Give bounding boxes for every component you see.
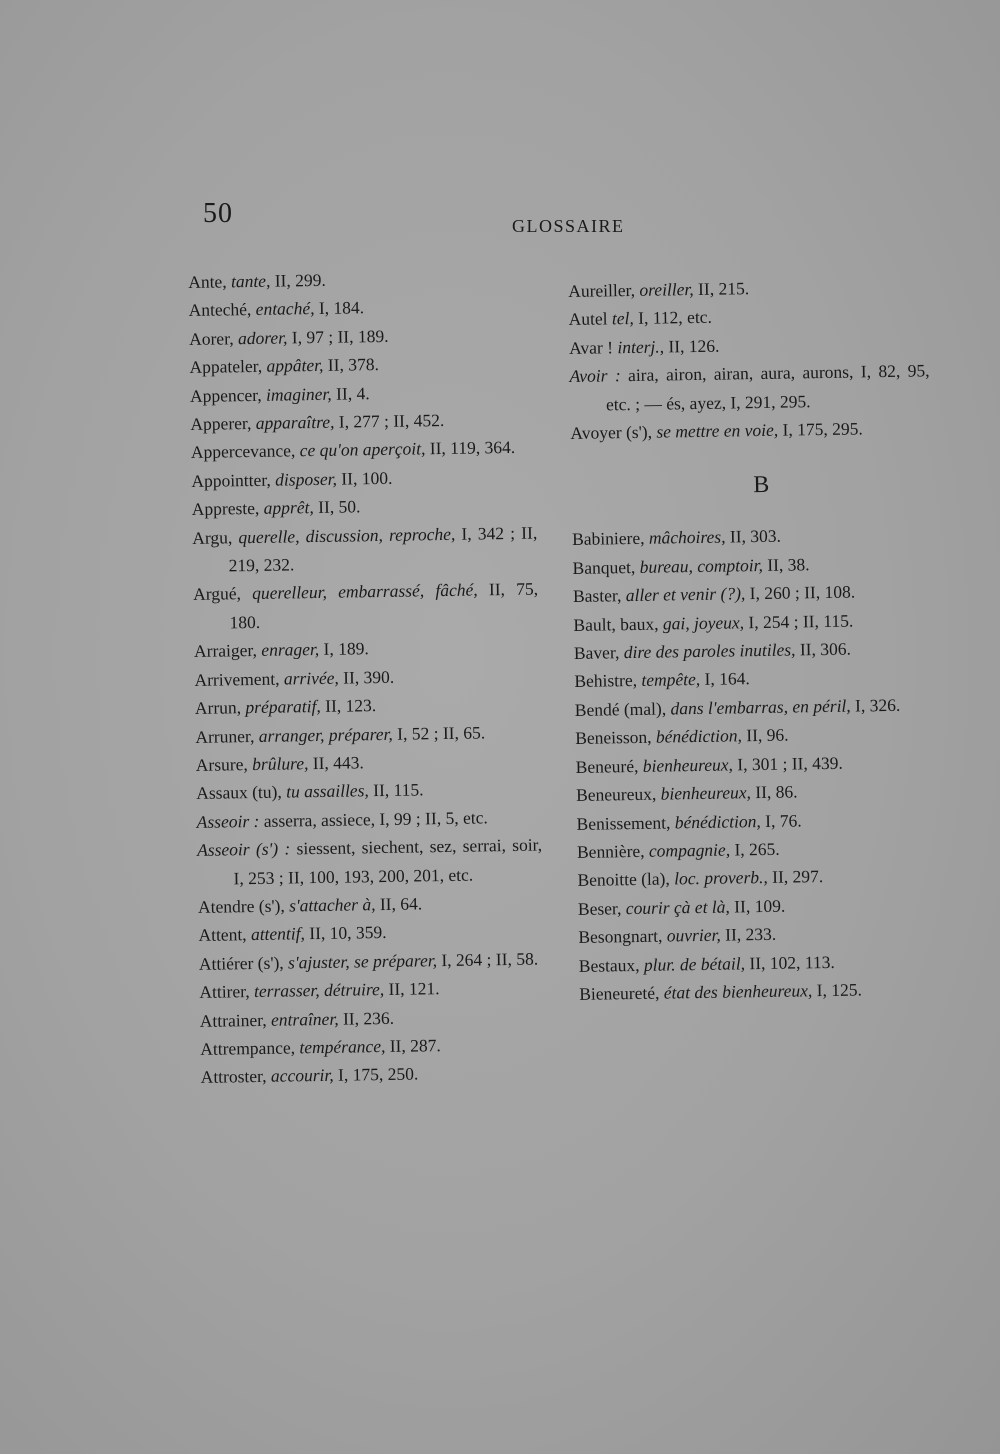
entry-gloss: interj.,: [617, 336, 665, 358]
entry-gloss: ce qu'on aperçoit,: [299, 438, 426, 461]
entry-references: II, 299.: [274, 269, 326, 291]
entry-references: I, 184.: [318, 297, 365, 319]
entry-gloss: querelle, discussion, reproche,: [238, 523, 456, 547]
entry-gloss: dire des paroles inutiles,: [623, 639, 796, 663]
entry-headword: Ante,: [188, 271, 227, 292]
glossary-entry: [579, 974, 939, 1008]
entry-headword: Beneureux,: [575, 783, 657, 806]
entry-gloss: préparatif,: [245, 696, 321, 718]
entry-references: I, 277 ; II, 452.: [338, 410, 445, 432]
entry-headword: Attrempance,: [200, 1037, 296, 1059]
entry-gloss: bienheureux,: [660, 782, 752, 804]
entry-references: II, 390.: [343, 666, 395, 688]
entry-headword: Arraiger,: [193, 640, 258, 662]
entry-references: I, 260 ; II, 108.: [749, 581, 856, 604]
entry-headword: Appreste,: [191, 498, 260, 520]
glossary-column-right: [568, 271, 939, 1008]
glossary-entry: [197, 831, 543, 893]
entry-headword: Bieneureté,: [579, 982, 660, 1004]
entry-headword: Arrivement,: [194, 668, 280, 690]
glossary-entries-a: [568, 271, 931, 447]
entry-gloss: arrivée,: [283, 667, 339, 689]
glossary-entry: [193, 575, 539, 637]
entry-references: II, 119, 364.: [429, 437, 516, 459]
entry-references: II, 215.: [697, 278, 750, 299]
entry-references: I, 97 ; II, 189.: [291, 325, 389, 348]
entry-gloss: apparaître,: [255, 411, 335, 433]
entry-headword: Appercevance,: [190, 440, 296, 463]
entry-headword: Attiérer (s'),: [198, 952, 284, 974]
glossary-entry: [191, 433, 536, 467]
entry-headword: Argu,: [192, 526, 233, 548]
entry-gloss: tempérance,: [299, 1035, 386, 1058]
entry-references: I, 52 ; II, 65.: [397, 721, 486, 744]
entry-gloss: plur. de bétail,: [643, 952, 746, 975]
entry-references: I, 175, 295.: [782, 418, 863, 440]
entry-headword: Arsure,: [195, 754, 248, 775]
entry-references: II, 443.: [312, 752, 364, 774]
entry-headword: Aureiller,: [568, 279, 636, 301]
entry-gloss: bienheureux,: [642, 754, 734, 776]
entry-headword: Anteché,: [188, 299, 252, 321]
entry-references: I, 265.: [734, 838, 780, 860]
entry-references: II, 64.: [379, 893, 423, 915]
entry-references: I, 342 ; II, 219, 232.: [228, 522, 538, 576]
entry-references: asserra, assiece, I, 99 ; II, 5, etc.: [263, 807, 488, 831]
entry-headword: Beser,: [577, 897, 622, 919]
entry-references: II, 50.: [318, 496, 361, 518]
entry-references: II, 126.: [668, 335, 720, 357]
entry-headword: Benissement,: [576, 811, 671, 834]
entry-gloss: querelleur, embarrassé, fâché,: [252, 579, 478, 604]
entry-references: aira, airon, airan, aura, aurons, I, 82, 95, etc. ; — és, ayez, I, 291, 295.: [605, 360, 930, 415]
entry-references: I, 175, 250.: [337, 1063, 419, 1086]
entry-headword: Beneuré,: [575, 755, 639, 777]
entry-headword: Avar !: [568, 337, 614, 358]
entry-references: II, 233.: [724, 923, 777, 945]
entry-references: I, 264 ; II, 58.: [441, 948, 539, 970]
glossary-entries-b: [572, 520, 940, 1009]
entry-headword: Attrainer,: [199, 1009, 267, 1031]
entry-headword: Bestaux,: [578, 954, 640, 976]
entry-headword: Bault, baux,: [573, 613, 659, 635]
entry-gloss: disposer,: [275, 468, 338, 490]
entry-headword: Baster,: [572, 585, 622, 607]
entry-references: I, 326.: [854, 694, 901, 716]
entry-references: I, 254 ; II, 115.: [748, 610, 854, 632]
entry-gloss: tante,: [230, 270, 271, 292]
entry-headword: Asseoir (s') :: [196, 838, 291, 861]
entry-gloss: tel,: [611, 308, 634, 329]
entry-headword: Assaux (tu),: [196, 781, 282, 804]
entry-references: II, 378.: [327, 354, 380, 376]
entry-gloss: imaginer,: [265, 383, 332, 405]
entry-headword: Argué,: [192, 583, 242, 605]
glossary-entry: [569, 357, 930, 419]
entry-references: II, 121.: [388, 978, 440, 1000]
entry-references: II, 303.: [729, 526, 782, 547]
entry-gloss: attentif,: [250, 923, 306, 945]
entry-headword: Avoyer (s'),: [570, 421, 653, 444]
entry-gloss: adorer,: [237, 327, 288, 349]
running-head: GLOSSAIRE: [512, 216, 625, 236]
entry-headword: Atendre (s'),: [197, 895, 285, 917]
entry-references: siessent, siechent, sez, serrai, soir, I, 253 ; II, 100, 193, 200, 201, etc.: [233, 834, 543, 888]
entry-headword: Aorer,: [188, 328, 234, 349]
entry-references: II, 10, 359.: [309, 922, 387, 944]
entry-gloss: se mettre en voie,: [656, 419, 779, 442]
entry-gloss: mâchoires,: [648, 526, 726, 549]
entry-headword: Behistre,: [574, 670, 638, 692]
entry-references: I, 301 ; II, 439.: [737, 752, 843, 775]
entry-headword: Asseoir :: [196, 810, 260, 832]
entry-references: I, 189.: [323, 638, 369, 660]
entry-headword: Avoir :: [569, 365, 621, 387]
entry-headword: Apperer,: [190, 413, 252, 435]
entry-references: I, 125.: [816, 979, 863, 1001]
entry-gloss: s'ajuster, se préparer,: [287, 949, 438, 973]
entry-gloss: brûlure,: [252, 753, 309, 774]
entry-headword: Arruner,: [195, 725, 255, 747]
entry-headword: Bendé (mal),: [574, 698, 667, 720]
entry-gloss: accourir,: [270, 1065, 334, 1087]
entry-gloss: entaché,: [255, 298, 315, 320]
entry-gloss: dans l'embarras, en péril,: [670, 695, 851, 719]
entry-references: II, 287.: [389, 1035, 441, 1056]
entry-references: II, 306.: [799, 638, 852, 660]
entry-gloss: courir çà et là,: [625, 896, 730, 918]
entry-references: II, 297.: [772, 866, 824, 888]
entry-headword: Attirer,: [199, 981, 250, 1003]
entry-gloss: tu assailles,: [286, 780, 369, 802]
entry-headword: Babiniere,: [571, 528, 645, 550]
entry-headword: Banquet,: [572, 556, 636, 578]
glossary-entry: [200, 1058, 545, 1092]
glossary-entry: [192, 518, 538, 580]
glossary-entry: [575, 690, 935, 724]
entry-references: II, 102, 113.: [749, 951, 835, 973]
entry-headword: Appencer,: [189, 384, 262, 406]
entry-headword: Baver,: [573, 642, 620, 664]
entry-headword: Appateler,: [189, 356, 263, 378]
entry-references: II, 123.: [325, 695, 377, 716]
entry-gloss: tempête,: [641, 669, 701, 691]
entry-headword: Attent,: [198, 924, 247, 946]
entry-references: II, 86.: [755, 781, 798, 803]
entry-references: II, 96.: [746, 724, 789, 746]
entry-headword: Autel: [568, 308, 608, 330]
entry-gloss: compagnie,: [648, 839, 731, 861]
entry-gloss: entraîner,: [270, 1008, 339, 1030]
entry-headword: Attroster,: [200, 1066, 267, 1088]
entry-references: I, 76.: [764, 809, 802, 831]
entry-gloss: bureau, comptoir,: [639, 554, 764, 577]
entry-references: I, 112, etc.: [638, 307, 713, 329]
entry-headword: Arrun,: [194, 697, 242, 719]
entry-references: II, 236.: [342, 1007, 395, 1029]
glossary-entry: [570, 413, 930, 447]
entry-gloss: s'attacher à,: [288, 894, 376, 916]
entry-references: II, 4.: [335, 382, 370, 404]
entry-gloss: appâter,: [266, 355, 324, 376]
entry-references: II, 100.: [341, 467, 393, 489]
entry-gloss: bénédiction,: [674, 810, 761, 832]
entry-gloss: apprêt,: [263, 497, 314, 519]
glossary-entry: [199, 944, 544, 978]
page-number: 50: [203, 198, 233, 229]
entry-headword: Benoitte (la),: [577, 868, 670, 891]
entry-gloss: état des bienheureux,: [663, 980, 813, 1003]
entry-headword: Appointter,: [191, 469, 271, 491]
entry-gloss: arranger, préparer,: [258, 723, 393, 746]
entry-references: II, 38.: [767, 554, 810, 575]
entry-gloss: gai, joyeux,: [662, 611, 745, 634]
entry-gloss: aller et venir (?),: [625, 583, 746, 606]
glossary-column-left: [188, 263, 546, 1092]
entry-references: I, 164.: [704, 668, 750, 690]
entry-gloss: oreiller,: [639, 279, 694, 300]
entry-gloss: terrasser, détruire,: [253, 979, 385, 1002]
section-letter: B: [753, 472, 770, 499]
entry-gloss: enrager,: [261, 639, 320, 661]
entry-gloss: bénédiction,: [655, 725, 743, 747]
entry-gloss: ouvrier,: [666, 924, 721, 946]
entry-headword: Besongnart,: [578, 925, 663, 948]
entry-references: II, 115.: [373, 779, 424, 801]
entry-references: II, 75, 180.: [229, 579, 539, 633]
entry-headword: Beneisson,: [575, 727, 652, 749]
entry-gloss: loc. proverb.,: [674, 867, 768, 889]
entry-references: II, 109.: [734, 895, 786, 917]
entry-headword: Bennière,: [576, 840, 645, 862]
